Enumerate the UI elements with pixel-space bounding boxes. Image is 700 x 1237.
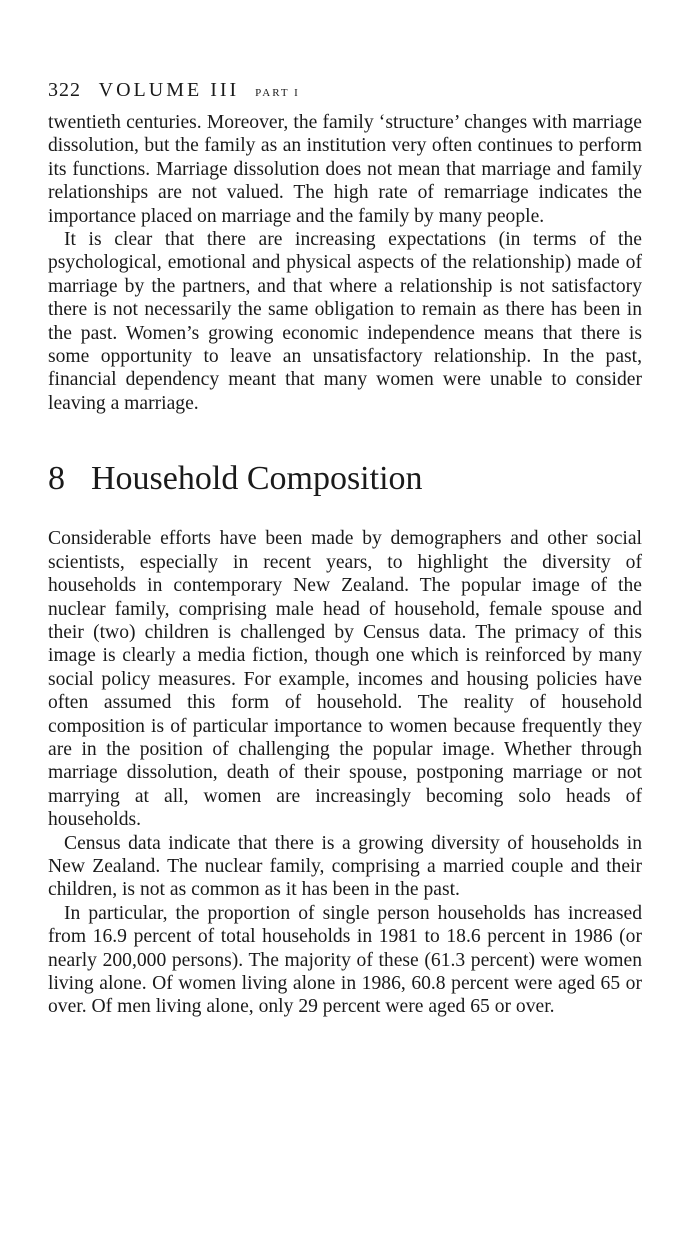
volume-label: VOLUME III — [98, 79, 240, 101]
section-paragraph-1: Considerable efforts have been made by demographers and other social scientists, especially in recent years, to highlight the diversity of households in contemporary New Zealand. The popular image of the nuclear family, comprising male head of household, female spouse and their (two) children is challenged by Census data. The primacy of this image is clearly a media fiction, though one which is reinforced by many social policy measures. For example, incomes and housing policies have often assumed this form of household. The reality of household composition is of particular importance to women because frequently they are in the position of challenging the popular image. Whether through marriage dissolution, death of their spouse, postponing marriage or not marrying at all, women are increasingly becoming solo heads of households. — [48, 528, 642, 831]
section-paragraph-3: In particular, the proportion of single person households has increased from 16.9 percent of total households in 1981 to 18.6 percent in 1986 (or nearly 200,000 persons). The majority of these (61.3 percent) were women living alone. Of women living alone in 1986, 60.8 percent were aged 65 or over. Of men living alone, only 29 percent were aged 65 or over. — [48, 902, 642, 1018]
page-number: 322 — [48, 79, 81, 101]
part-label: PART I — [255, 87, 300, 99]
intro-paragraph-1: twentieth centuries. Moreover, the family ‘structure’ changes with marriage dissolution, but the family as an institution very often continues to perform its functions. Marriage dissolution does not mean that marriage and family relationships are not valued. The high rate of remarriage indicates the importance placed on marriage and the family by many people. — [48, 112, 642, 227]
section-paragraph-2: Census data indicate that there is a growing diversity of households in New Zealand. The nuclear family, comprising a married couple and their children, is not as common as it has been in the past. — [48, 832, 642, 901]
section-title: Household Composition — [91, 460, 423, 498]
running-head — [48, 78, 642, 105]
book-page — [48, 78, 642, 1019]
section-heading — [48, 459, 642, 499]
section-number: 8 — [48, 460, 65, 498]
intro-paragraph-2: It is clear that there are increasing expectations (in terms of the psychological, emotional and physical aspects of the relationship) made of marriage by the partners, and that where a relationship is not satisfactory there is not necessarily the same obligation to remain as there has been in the past. Women’s growing economic independence means that there is some opportunity to leave an unsatisfactory relationship. In the past, financial dependency meant that many women were unable to consider leaving a marriage. — [48, 229, 642, 414]
